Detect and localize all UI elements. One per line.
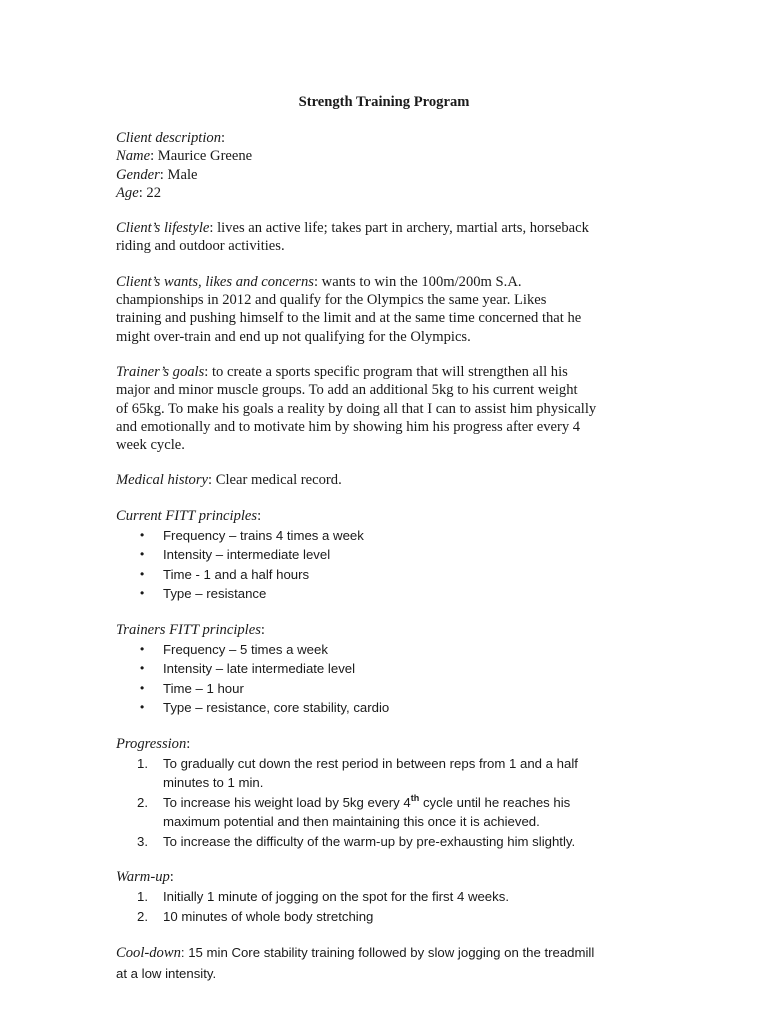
document-title: Strength Training Program <box>298 94 470 110</box>
list-item: • Time - 1 and a half hours <box>116 565 656 585</box>
client-description-heading: Client description: <box>116 130 226 146</box>
list-item: • Type – resistance, core stability, cardio <box>116 698 656 718</box>
progression-list <box>116 754 656 852</box>
client-age-value: 22 <box>146 184 161 201</box>
list-item: • Type – resistance <box>116 584 656 604</box>
client-gender-line: Gender: Male <box>116 166 198 183</box>
bullet-icon: • <box>140 547 145 562</box>
list-item: 1. Initially 1 minute of jogging on the spot for the first 4 weeks. <box>137 889 509 905</box>
bullet-icon: • <box>140 680 145 695</box>
list-item: 1. To gradually cut down the rest period in between reps from 1 and a half minutes to 1 min. <box>137 755 578 791</box>
list-item: 2. 10 minutes of whole body stretching <box>137 908 374 924</box>
lifestyle-section: Client’s lifestyle: lives an active life; takes part in archery, martial arts, horseback riding and outdoor activities. <box>116 220 589 255</box>
client-age-line: Age: 22 <box>116 184 161 201</box>
list-item: • Frequency – trains 4 times a week <box>116 526 656 546</box>
client-name-line: Name: Maurice Greene <box>116 148 253 165</box>
list-item: • Time – 1 hour <box>116 679 656 699</box>
bullet-icon: • <box>140 586 145 601</box>
document-body <box>116 94 656 1000</box>
list-item: • Intensity – intermediate level <box>116 545 656 565</box>
list-item: • Intensity – late intermediate level <box>116 659 656 679</box>
warmup-heading: Warm-up: <box>116 869 174 886</box>
trainer-goals-label: Trainer’s goals <box>116 363 205 380</box>
wants-label: Client’s wants, likes and concerns <box>116 273 314 290</box>
client-description-section <box>116 129 656 202</box>
list-item: 2. To increase his weight load by 5kg every 4th cycle until he reaches his maximum potential and then maintaining this once it is achieved. <box>137 792 571 830</box>
cooldown-label: Cool-down <box>116 945 181 962</box>
bullet-icon: • <box>140 700 145 715</box>
current-fitt-list <box>116 526 656 604</box>
cooldown-section: Cool-down: 15 min Core stability training followed by slow jogging on the treadmill at a low intensity. <box>116 945 595 981</box>
medical-history-value: Clear medical record. <box>215 472 342 489</box>
lifestyle-label: Client’s lifestyle <box>116 220 210 237</box>
trainer-goals-section: Trainer’s goals: to create a sports specific program that will strengthen all his major and minor muscle groups. To add an additional 5kg to his current weight of 65kg. To make his goals a reality by doing all that I can to assist him physically and emotionally and to motivate him by showing him his progress after every 4 week cycle. <box>116 363 597 454</box>
progression-heading: Progression: <box>116 735 191 752</box>
client-name-value: Maurice Greene <box>157 148 253 165</box>
bullet-icon: • <box>140 641 145 656</box>
medical-history-label: Medical history <box>116 472 209 489</box>
bullet-icon: • <box>140 527 145 542</box>
trainers-fitt-heading: Trainers FITT principles: <box>116 621 265 638</box>
warmup-list <box>116 887 656 926</box>
trainers-fitt-list <box>116 640 656 718</box>
list-item: 3. To increase the difficulty of the warm-up by pre-exhausting him slightly. <box>137 833 576 849</box>
bullet-icon: • <box>140 566 145 581</box>
medical-history-section: Medical history: Clear medical record. <box>116 472 342 489</box>
wants-section: Client’s wants, likes and concerns: wants to win the 100m/200m S.A. championships in 2012 and qualify for the Olympics the same year. Likes training and pushing himself to the limit and at the same time concerned that he might over-train and end up not qualifying for the Olympics. <box>116 273 582 345</box>
current-fitt-heading: Current FITT principles: <box>116 507 262 524</box>
list-item: • Frequency – 5 times a week <box>116 640 656 660</box>
client-gender-value: Male <box>167 166 198 183</box>
bullet-icon: • <box>140 661 145 676</box>
